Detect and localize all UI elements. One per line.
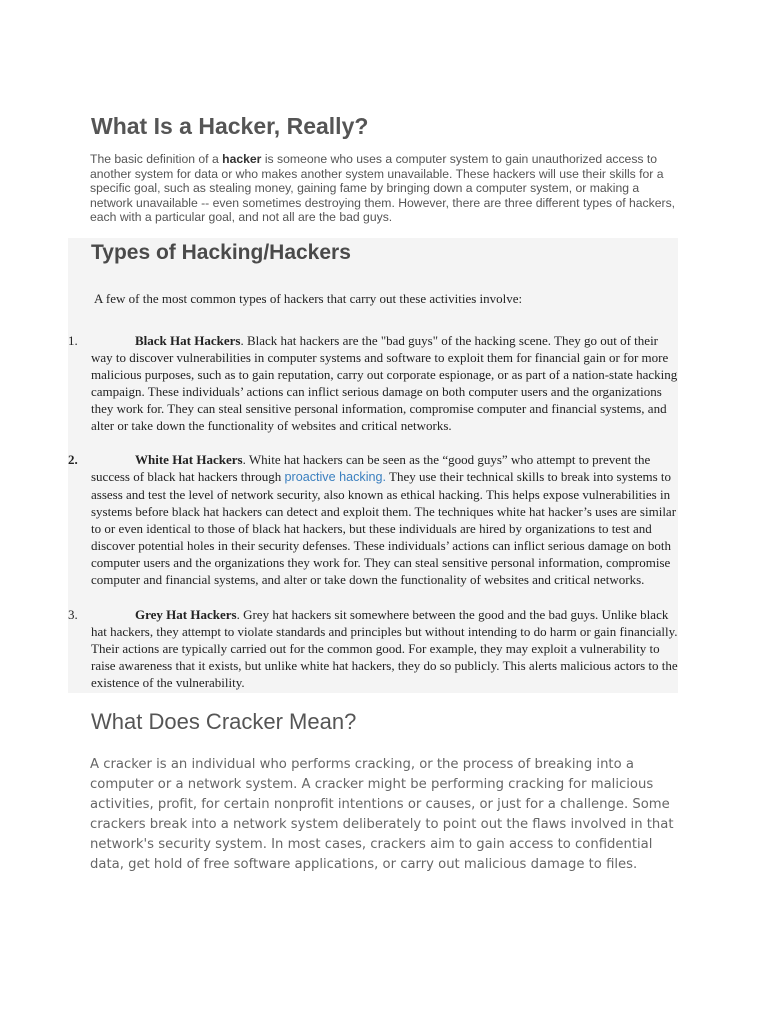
- intro-bold-term: hacker: [222, 152, 262, 166]
- intro-text-start: The basic definition of a: [90, 152, 223, 166]
- list-item-text-cont: They use their technical skills to break into systems to assess and test the level of network security, also known as ethical hacking. This helps expose vulnerabilities in systems before black hat hackers can detect and exploit them. The techniques white hat hacker’s uses are similar to or even identical to those of black hat hackers, but these individuals are hired by organizations to test and discover potential holes in their security defenses. These individuals’ actions can inflict serious damage on both computer users and the organizations they work for. They can steal sensitive personal information, compromise computer and financial systems, and alter or take down the functionality of websites and critical networks.: [91, 469, 677, 587]
- list-item-text: . Black hat hackers are the "bad guys" of the hacking scene. They go out of their way to discover vulnerabilities in computer systems and software to exploit them for financial gain or for more malicious purposes, such as to gain reputation, carry out corporate espionage, or as part of a nation-state hacking campaign. These individuals’ actions can inflict serious damage on both computer users and the organizations they work for. They can steal sensitive personal information, compromise computer and financial systems, and alter or take down the functionality of websites and critical networks.: [91, 333, 678, 433]
- list-item-black-hat: [68, 332, 681, 434]
- heading-what-does-cracker-mean: What Does Cracker Mean?: [91, 709, 357, 734]
- list-number: 2.: [68, 452, 78, 467]
- list-item-term: Grey Hat Hackers: [135, 607, 237, 622]
- list-item-white-hat: [68, 451, 681, 588]
- proactive-hacking-link[interactable]: proactive hacking.: [284, 470, 387, 484]
- cracker-paragraph: A cracker is an individual who performs cracking, or the process of breaking into a computer or a network system. A cracker might be performing cracking for malicious activities, profit, for certain nonprofit intentions or causes, or just for a challenge. Some crackers break into a network system deliberately to point out the flaws involved in that network's security system. In most cases, crackers aim to gain access to confidential data, get hold of free software applications, or carry out malicious damage to files.: [90, 757, 674, 872]
- list-item-term: Black Hat Hackers: [135, 333, 241, 348]
- intro-paragraph: [90, 152, 680, 225]
- list-number: 1.: [68, 333, 78, 348]
- list-item-text: . White hat hackers can be seen as the “good guys” who attempt to prevent the success of black hat hackers through: [91, 452, 651, 484]
- types-lead-sentence: A few of the most common types of hackers that carry out these activities involve:: [94, 291, 523, 306]
- heading-what-is-hacker: What Is a Hacker, Really?: [91, 113, 369, 139]
- list-item-term: White Hat Hackers: [135, 452, 243, 467]
- list-number: 3.: [68, 607, 78, 622]
- heading-types-of-hackers: Types of Hacking/Hackers: [91, 241, 351, 264]
- intro-text-end: is someone who uses a computer system to gain unauthorized access to another system for data or who makes another system unavailable. These hackers will use their skills for a specific goal, such as stealing money, gaining fame by bringing down a computer system, or making a network unavailable -- even sometimes destroying them. However, there are three different types of hackers, each with a particular goal, and not all are the bad guys.: [90, 152, 676, 225]
- list-item-grey-hat: [68, 606, 681, 691]
- list-item-text: . Grey hat hackers sit somewhere between the good and the bad guys. Unlike black hat hackers, they attempt to violate standards and principles but without intending to do harm or gain financially. Their actions are typically carried out for the common good. For example, they may exploit a vulnerability to raise awareness that it exists, but unlike white hat hackers, they do so publicly. This alerts malicious actors to the existence of the vulnerability.: [91, 607, 678, 690]
